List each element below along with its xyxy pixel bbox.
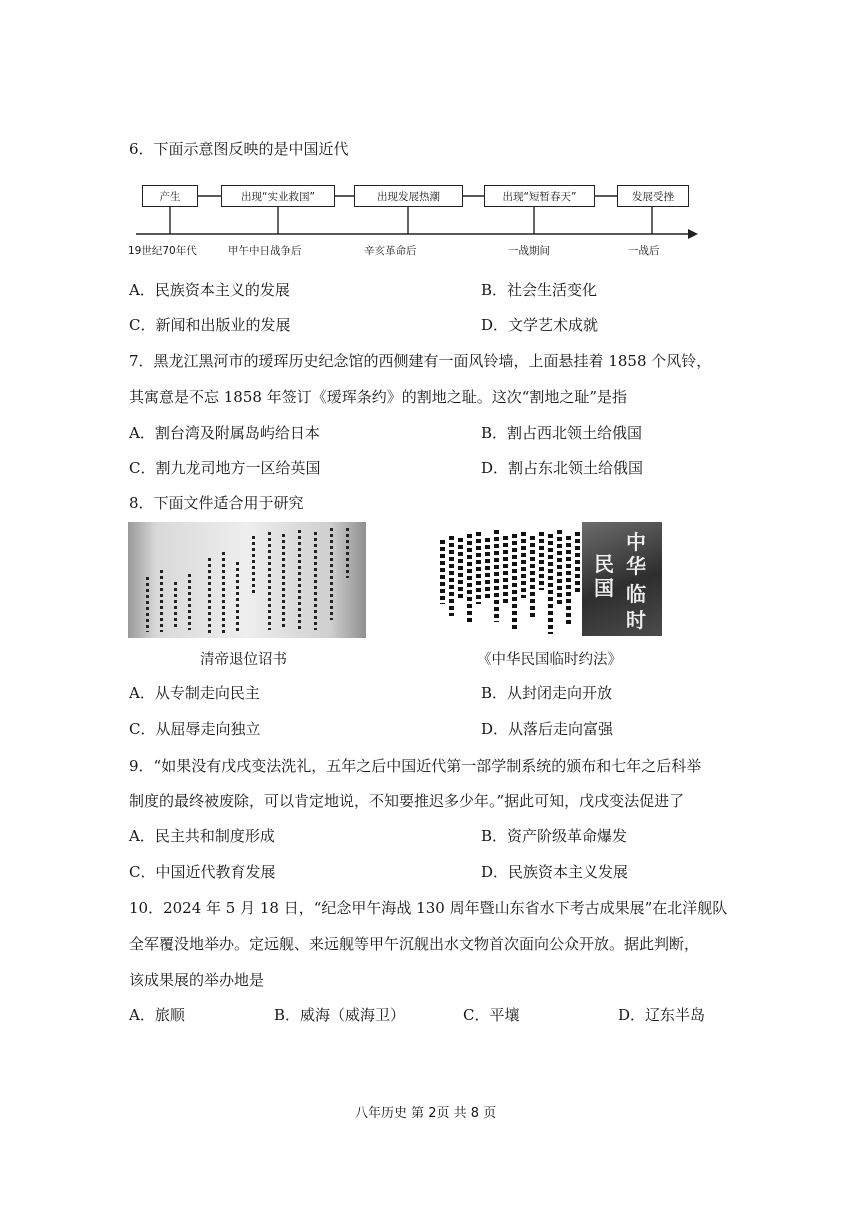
q7-option-a[interactable]: A．割台湾及附属岛屿给日本 <box>129 424 320 442</box>
timeline-period-4: 一战期间 <box>508 245 550 257</box>
q8-option-b[interactable]: B．从封闭走向开放 <box>481 684 613 702</box>
q10-option-c[interactable]: C．平壤 <box>463 1006 520 1024</box>
q10-option-a[interactable]: A．旅顺 <box>129 1006 185 1024</box>
timeline-event-2: 出现“实业救国” <box>221 185 335 207</box>
q9-stem-line2: 制度的最终被废除，可以肯定地说，不知要推迟多少年。”据此可知，戊戌变法促进了 <box>129 792 685 810</box>
q10-stem-line2: 全军覆没地举办。定远舰、来远舰等甲午沉舰出水文物首次面向公众开放。据此判断， <box>129 935 700 953</box>
q10-stem-line3: 该成果展的举办地是 <box>129 971 265 989</box>
q8-option-d[interactable]: D．从落后走向富强 <box>481 720 614 738</box>
q9-option-b[interactable]: B．资产阶级革命爆发 <box>481 827 628 845</box>
q7-stem-line2: 其寓意是不忘 1858 年签订《瑷珲条约》的割地之耻。这次“割地之耻”是指 <box>129 388 628 406</box>
q6-option-b[interactable]: B．社会生活变化 <box>481 281 598 299</box>
provisional-constitution-image <box>438 522 662 636</box>
q7-stem-line1: 7．黑龙江黑河市的瑷珲历史纪念馆的西侧建有一面风铃墙，上面悬挂着 1858 个风铃， <box>129 352 712 370</box>
q8-option-c[interactable]: C．从屈辱走向独立 <box>129 720 261 738</box>
timeline-event-1: 产生 <box>142 185 198 207</box>
q7-option-b[interactable]: B．割占西北领土给俄国 <box>481 424 643 442</box>
timeline-event-5: 发展受挫 <box>617 185 689 207</box>
q6-option-a[interactable]: A．民族资本主义的发展 <box>129 281 290 299</box>
q6-option-c[interactable]: C．新闻和出版业的发展 <box>129 316 291 334</box>
q6-option-d[interactable]: D．文学艺术成就 <box>481 316 599 334</box>
q9-option-a[interactable]: A．民主共和制度形成 <box>129 827 275 845</box>
timeline-period-3: 辛亥革命后 <box>364 245 417 257</box>
timeline-period-2: 甲午中日战争后 <box>228 245 302 257</box>
q8-option-a[interactable]: A．从专制走向民主 <box>129 684 260 702</box>
constitution-cover: 中 华 民 国 临 时 <box>582 522 662 636</box>
q7-option-d[interactable]: D．割占东北领土给俄国 <box>481 459 644 477</box>
q10-stem-line1: 10．2024 年 5 月 18 日，“纪念甲午海战 130 周年暨山东省水下考古成果展”在北洋舰队 <box>129 899 728 917</box>
caption-provisional-constitution: 《中华民国临时约法》 <box>477 652 622 668</box>
q8-stem: 8．下面文件适合用于研究 <box>129 494 304 512</box>
timeline-event-4: 出现“短暂春天” <box>484 185 595 207</box>
page-footer: 八年历史 第 2页 共 8 页 <box>355 1106 497 1121</box>
q10-option-d[interactable]: D．辽东半岛 <box>618 1006 706 1024</box>
q10-option-b[interactable]: B．威海（威海卫） <box>274 1006 406 1024</box>
timeline-event-3: 出现发展热潮 <box>354 185 463 207</box>
abdication-edict-image <box>128 522 366 638</box>
timeline-diagram <box>128 180 702 260</box>
q7-option-c[interactable]: C．割九龙司地方一区给英国 <box>129 459 321 477</box>
caption-abdication-edict: 清帝退位诏书 <box>200 652 287 668</box>
timeline-period-1: 19世纪70年代 <box>128 245 197 257</box>
q6-stem: 6．下面示意图反映的是中国近代 <box>129 140 349 158</box>
q9-stem-line1: 9．“如果没有戊戌变法洗礼，五年之后中国近代第一部学制系统的颁布和七年之后科举 <box>129 757 702 775</box>
q9-option-c[interactable]: C．中国近代教育发展 <box>129 863 276 881</box>
q9-option-d[interactable]: D．民族资本主义发展 <box>481 863 629 881</box>
timeline-period-5: 一战后 <box>628 245 660 257</box>
